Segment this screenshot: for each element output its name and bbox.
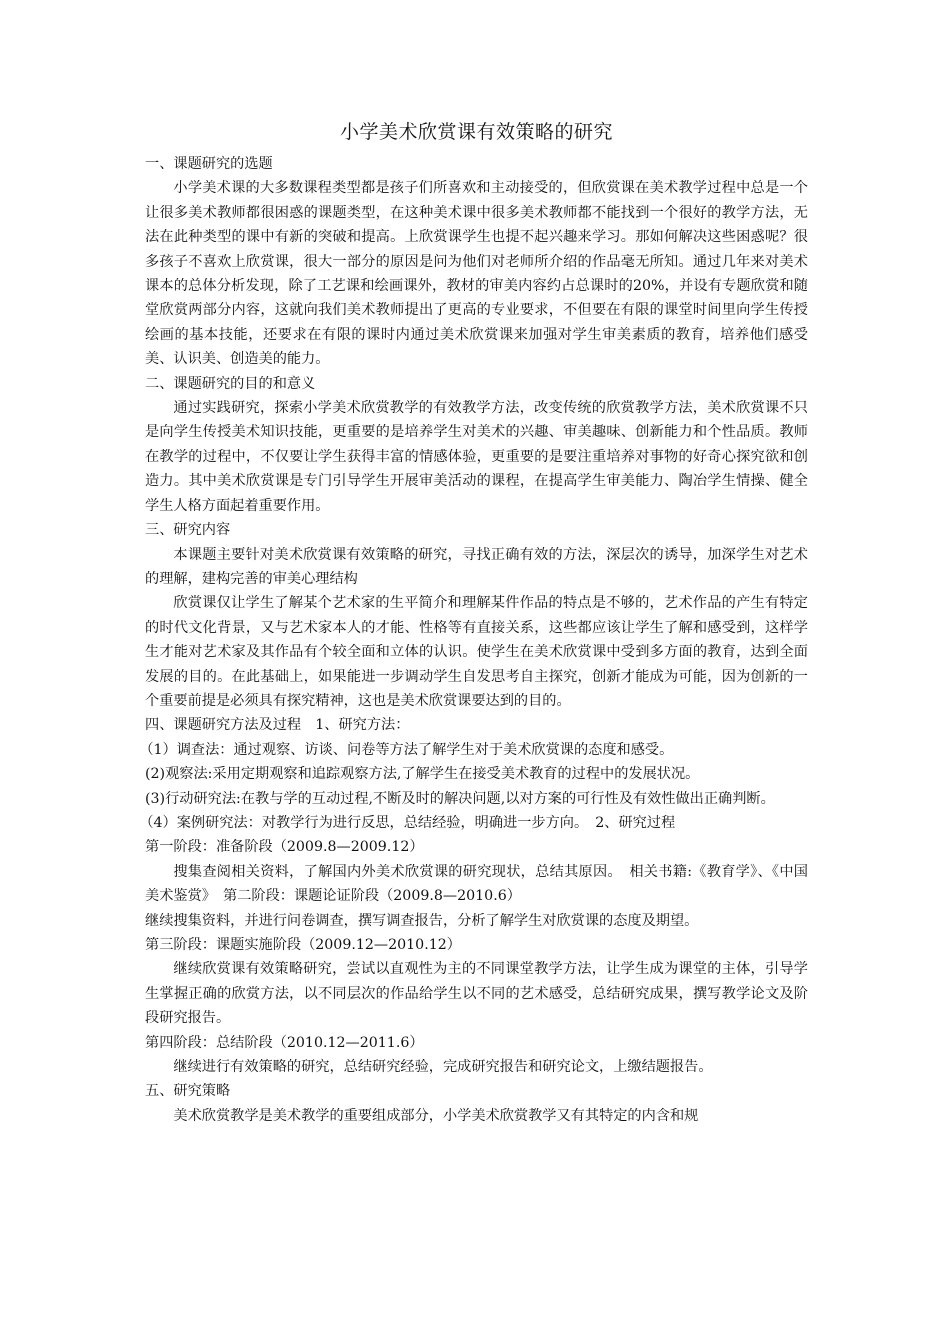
section-heading-3: 三、研究内容 <box>145 522 231 539</box>
document-title: 小学美术欣赏课有效策略的研究 <box>339 121 613 143</box>
section-heading-4: 四、课题研究方法及过程 1、研究方法： <box>145 717 410 734</box>
stage-4-heading: 第四阶段：总结阶段（2010.12—2011.6） <box>145 1034 424 1051</box>
paragraph-2: 通过实践研究，探索小学美术欣赏教学的有效教学方法，改变传统的欣赏教学方法，美术欣赏课不只是向学生传授美术知识技能，更重要的是培养学生对美术的兴趣、审美趣味、创新能力和个性品质。教师在教学的过程中，不仅要让学生获得丰富的情感体验，更重要的是要注重培养对事物的好奇心探究欲和创造力。其中美术欣赏课是专门引导学生开展审美活动的课程，在提高学生审美能力、陶冶学生情操、健全学生人格方面起着重要作用。 <box>145 400 808 514</box>
paragraph-1: 小学美术课的大多数课程类型都是孩子们所喜欢和主动接受的，但欣赏课在美术教学过程中总是一个让很多美术教师都很困惑的课题类型，在这种美术课中很多美术教师都不能找到一个很好的教学方法，无法在此种类型的课中有新的突破和提高。上欣赏课学生也提不起兴趣来学习。那如何解决这些困惑呢？很多孩子不喜欢上欣赏课，很大一部分的原因是问为他们对老师所介绍的作品毫无所知。通过几年来对美术课本的总体分析发现，除了工艺课和绘画课外，教材的审美内容约占总课时的20%，并设有专题欣赏和随堂欣赏两部分内容，这就向我们美术教师提出了更高的专业要求，不但要在有限的课堂时间里向学生传授绘画的基本技能，还要求在有限的课时内通过美术欣赏课来加强对学生审美素质的教育，培养他们感受美、认识美、创造美的能力。 <box>145 180 808 368</box>
stage-3-text: 继续欣赏课有效策略研究，尝试以直观性为主的不同课堂教学方法，让学生成为课堂的主体，引导学生掌握正确的欣赏方法，以不同层次的作品给学生以不同的艺术感受，总结研究成果，撰写教学论文及阶段研究报告。 <box>145 961 808 1027</box>
method-item-1: （1）调查法：通过观察、访谈、问卷等方法了解学生对于美术欣赏课的态度和感受。 <box>139 741 674 758</box>
stage-1-text: 搜集查阅相关资料，了解国内外美术欣赏课的研究现状，总结其原因。 相关书籍:《教育学》、《中国美术鉴赏》 第二阶段：课题论证阶段（2009.8—2010.6） <box>145 863 808 905</box>
section-heading-2: 二、课题研究的目的和意义 <box>145 375 316 392</box>
stage-2-text: 继续搜集资料，并进行问卷调查，撰写调查报告，分析了解学生对欣赏课的态度及期望。 <box>145 912 699 929</box>
paragraph-5: 美术欣赏教学是美术教学的重要组成部分，小学美术欣赏教学又有其特定的内含和规 <box>173 1107 699 1124</box>
document-page <box>139 118 808 1128</box>
method-item-4: （4）案例研究法：对教学行为进行反思，总结经验，明确进一步方向。 2、研究过程 <box>139 814 676 831</box>
method-item-2: (2)观察法:采用定期观察和追踪观察方法,了解学生在接受美术教育的过程中的发展状况。 <box>145 766 700 783</box>
document-body <box>139 152 808 1128</box>
section-heading-5: 五、研究策略 <box>145 1083 231 1100</box>
stage-1-heading: 第一阶段：准备阶段（2009.8—2009.12） <box>145 839 424 856</box>
paragraph-3: 本课题主要针对美术欣赏课有效策略的研究，寻找正确有效的方法，深层次的诱导，加深学生对艺术的理解，建构完善的审美心理结构 <box>145 546 808 587</box>
stage-3-heading: 第三阶段：课题实施阶段（2009.12—2010.12） <box>145 937 461 953</box>
paragraph-4: 欣赏课仅让学生了解某个艺术家的生平简介和理解某件作品的特点是不够的，艺术作品的产生有特定的时代文化背景，又与艺术家本人的才能、性格等有直接关系，这些都应该让学生了解和感受到，这样学生才能对艺术家及其作品有个较全面和立体的认识。使学生在美术欣赏课中受到多方面的教育，达到全面发展的目的。在此基础上，如果能进一步调动学生自发思考自主探究，创新才能成为可能，因为创新的一个重要前提是必须具有探究精神，这也是美术欣赏课要达到的目的。 <box>145 595 808 709</box>
stage-4-text: 继续进行有效策略的研究，总结研究经验，完成研究报告和研究论文，上缴结题报告。 <box>173 1059 713 1076</box>
method-item-3: (3)行动研究法:在教与学的互动过程,不断及时的解决问题,以对方案的可行性及有效性做出正确判断。 <box>145 790 775 807</box>
section-heading-1: 一、课题研究的选题 <box>145 156 273 172</box>
